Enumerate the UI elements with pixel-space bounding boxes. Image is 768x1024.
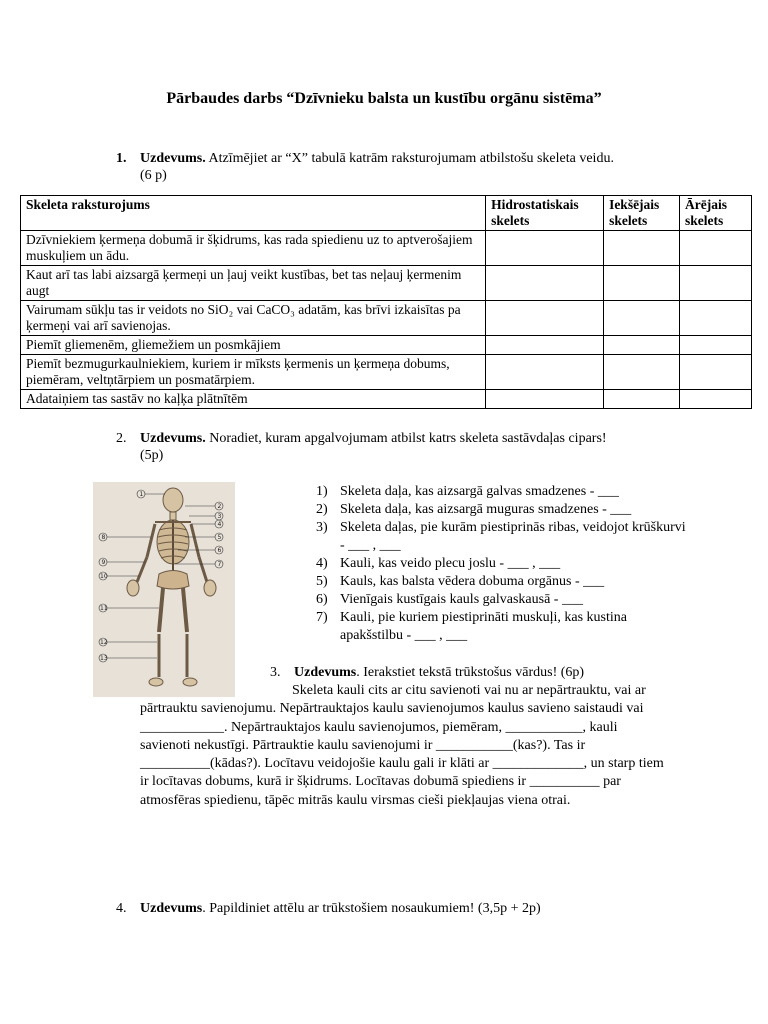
item-text: Skeleta daļa, kas aizsargā galvas smadzenes - ___ — [340, 484, 619, 499]
answer-cell[interactable] — [486, 336, 604, 355]
item-text: Kauli, pie kuriem piestiprināti muskuļi, kas kustina apakšstilbu - ___ , ___ — [340, 610, 627, 643]
table-cell: Vairumam sūkļu tas ir veidots no SiO₂ vai CaCO₃ adatām, kas brīvi izkaisītas pa ķermeņi vai arī savienojas. — [21, 301, 486, 336]
answer-cell[interactable] — [680, 390, 752, 409]
item-number: 2) — [316, 502, 328, 517]
item-text: Vienīgais kustīgais kauls galvaskausā - ___ — [340, 592, 583, 607]
figure-label: 7 — [217, 561, 222, 568]
task2-number: 2. — [116, 431, 127, 446]
list-item — [316, 555, 690, 573]
answer-cell[interactable] — [680, 336, 752, 355]
table-cell: Kaut arī tas labi aizsargā ķermeņi un ļauj veikt kustības, bet tas neļauj ķermenim augt — [21, 266, 486, 301]
figure-label: 10 — [100, 573, 108, 580]
task2-points: (5p) — [140, 448, 164, 463]
item-number: 5) — [316, 574, 328, 589]
table-row — [21, 390, 752, 409]
task3-label: Uzdevums — [294, 665, 357, 680]
skeleton-figure — [93, 482, 235, 697]
table-header-cell: Iekšējais skelets — [604, 196, 680, 231]
task1-points: (6 p) — [140, 168, 167, 183]
item-number: 1) — [316, 484, 328, 499]
table-row — [21, 355, 752, 390]
answer-cell[interactable] — [604, 336, 680, 355]
skeleton-illustration — [93, 482, 235, 697]
list-item — [316, 519, 690, 555]
figure-label: 2 — [217, 503, 222, 510]
table-cell: Piemīt bezmugurkaulniekiem, kuriem ir mīksts ķermenis un ķermeņa dobums, piemēram, veltņtārpiem un posmatārpiem. — [21, 355, 486, 390]
answer-cell[interactable] — [486, 355, 604, 390]
figure-label: 13 — [100, 655, 108, 662]
item-text: Kauli, kas veido plecu joslu - ___ , ___ — [340, 556, 561, 571]
figure-label: 11 — [100, 605, 108, 612]
list-item — [316, 591, 690, 609]
list-item — [316, 483, 690, 501]
table-row — [21, 301, 752, 336]
task4-number: 4. — [116, 901, 127, 916]
figure-label: 3 — [217, 513, 222, 520]
task1-header — [116, 150, 716, 184]
figure-label: 5 — [217, 534, 222, 541]
answer-cell[interactable] — [604, 266, 680, 301]
task3-text: . Ierakstiet tekstā trūkstošus vārdus! (6p) — [356, 665, 585, 680]
task2-header — [116, 430, 716, 464]
figure-label: 8 — [101, 534, 106, 541]
task1-label: Uzdevums. — [140, 151, 206, 166]
answer-cell[interactable] — [680, 355, 752, 390]
skeleton-table — [20, 195, 752, 409]
table-row — [21, 231, 752, 266]
task1-number: 1. — [116, 151, 127, 166]
task3-number: 3. — [270, 665, 281, 680]
item-number: 7) — [316, 610, 328, 625]
item-text: Skeleta daļa, kas aizsargā muguras smadzenes - ___ — [340, 502, 632, 517]
task2-label: Uzdevums. — [140, 431, 206, 446]
task3-paragraph: Skeleta kauli cits ar citu savienoti vai nu ar nepārtrauktu, vai ar pārtrauktu savienojumu. Nepārtrauktajos kaulu savienojumos kaulus savieno saistaudi vai ____________. Nepārtrauktajos kaulu savienojumos, piemēram, ___________, kauli savienoti nekustīgi. Pārtrauktie kaulu savienojumi ir ___________(kas?). Tas ir __________(kādas?). Locītavu veidojošie kaulu gali ir klāti ar _____________, un starp tiem ir locītavas dobums, kurā ir šķidrums. Locītavas dobumā spiediens ir __________ par atmosfēras spiedienu, tāpēc mitrās kaulu virsmas cieši piekļaujas viena otrai. — [140, 683, 664, 808]
figure-label: 6 — [217, 547, 222, 554]
answer-cell[interactable] — [486, 301, 604, 336]
answer-cell[interactable] — [604, 390, 680, 409]
task2-statements — [316, 483, 690, 645]
figure-label: 12 — [100, 639, 108, 646]
list-item — [316, 609, 690, 645]
page-title: Pārbaudes darbs “Dzīvnieku balsta un kustību orgānu sistēma” — [166, 90, 602, 107]
item-text: Kauls, kas balsta vēdera dobuma orgānus - ___ — [340, 574, 605, 589]
table-cell: Adataiņiem tas sastāv no kaļķa plātnītēm — [21, 390, 486, 409]
answer-cell[interactable] — [680, 231, 752, 266]
table-header-cell: Ārējais skelets — [680, 196, 752, 231]
table-header-cell: Hidrostatiskais skelets — [486, 196, 604, 231]
task4-header — [116, 900, 716, 917]
table-header-cell: Skeleta raksturojums — [21, 196, 486, 231]
answer-cell[interactable] — [680, 301, 752, 336]
task4-label: Uzdevums — [140, 901, 203, 916]
item-text: Skeleta daļas, pie kurām piestiprinās ribas, veidojot krūškurvi - ___ , ___ — [340, 520, 686, 553]
table-cell: Piemīt gliemenēm, gliemežiem un posmkājiem — [21, 336, 486, 355]
figure-label: 1 — [139, 491, 144, 498]
answer-cell[interactable] — [486, 231, 604, 266]
table-header-row — [21, 196, 752, 231]
task2-text: Noradiet, kuram apgalvojumam atbilst katrs skeleta sastāvdaļas cipars! — [209, 431, 607, 446]
figure-label: 4 — [217, 521, 222, 528]
list-item — [316, 501, 690, 519]
item-number: 4) — [316, 556, 328, 571]
answer-cell[interactable] — [680, 266, 752, 301]
task4-text: . Papildiniet attēlu ar trūkstošiem nosaukumiem! (3,5p + 2p) — [202, 901, 541, 916]
answer-cell[interactable] — [604, 301, 680, 336]
figure-label: 9 — [101, 559, 106, 566]
task3-header — [270, 664, 690, 681]
answer-cell[interactable] — [604, 231, 680, 266]
table-row — [21, 266, 752, 301]
item-number: 6) — [316, 592, 328, 607]
table-cell: Dzīvniekiem ķermeņa dobumā ir šķidrums, kas rada spiedienu uz to aptverošajiem muskuļiem un ādu. — [21, 231, 486, 266]
answer-cell[interactable] — [604, 355, 680, 390]
list-item — [316, 573, 690, 591]
table-row — [21, 336, 752, 355]
task1-text: Atzīmējiet ar “X” tabulā katrām raksturojumam atbilstošu skeleta veidu. — [208, 151, 614, 166]
item-number: 3) — [316, 520, 328, 535]
answer-cell[interactable] — [486, 390, 604, 409]
answer-cell[interactable] — [486, 266, 604, 301]
